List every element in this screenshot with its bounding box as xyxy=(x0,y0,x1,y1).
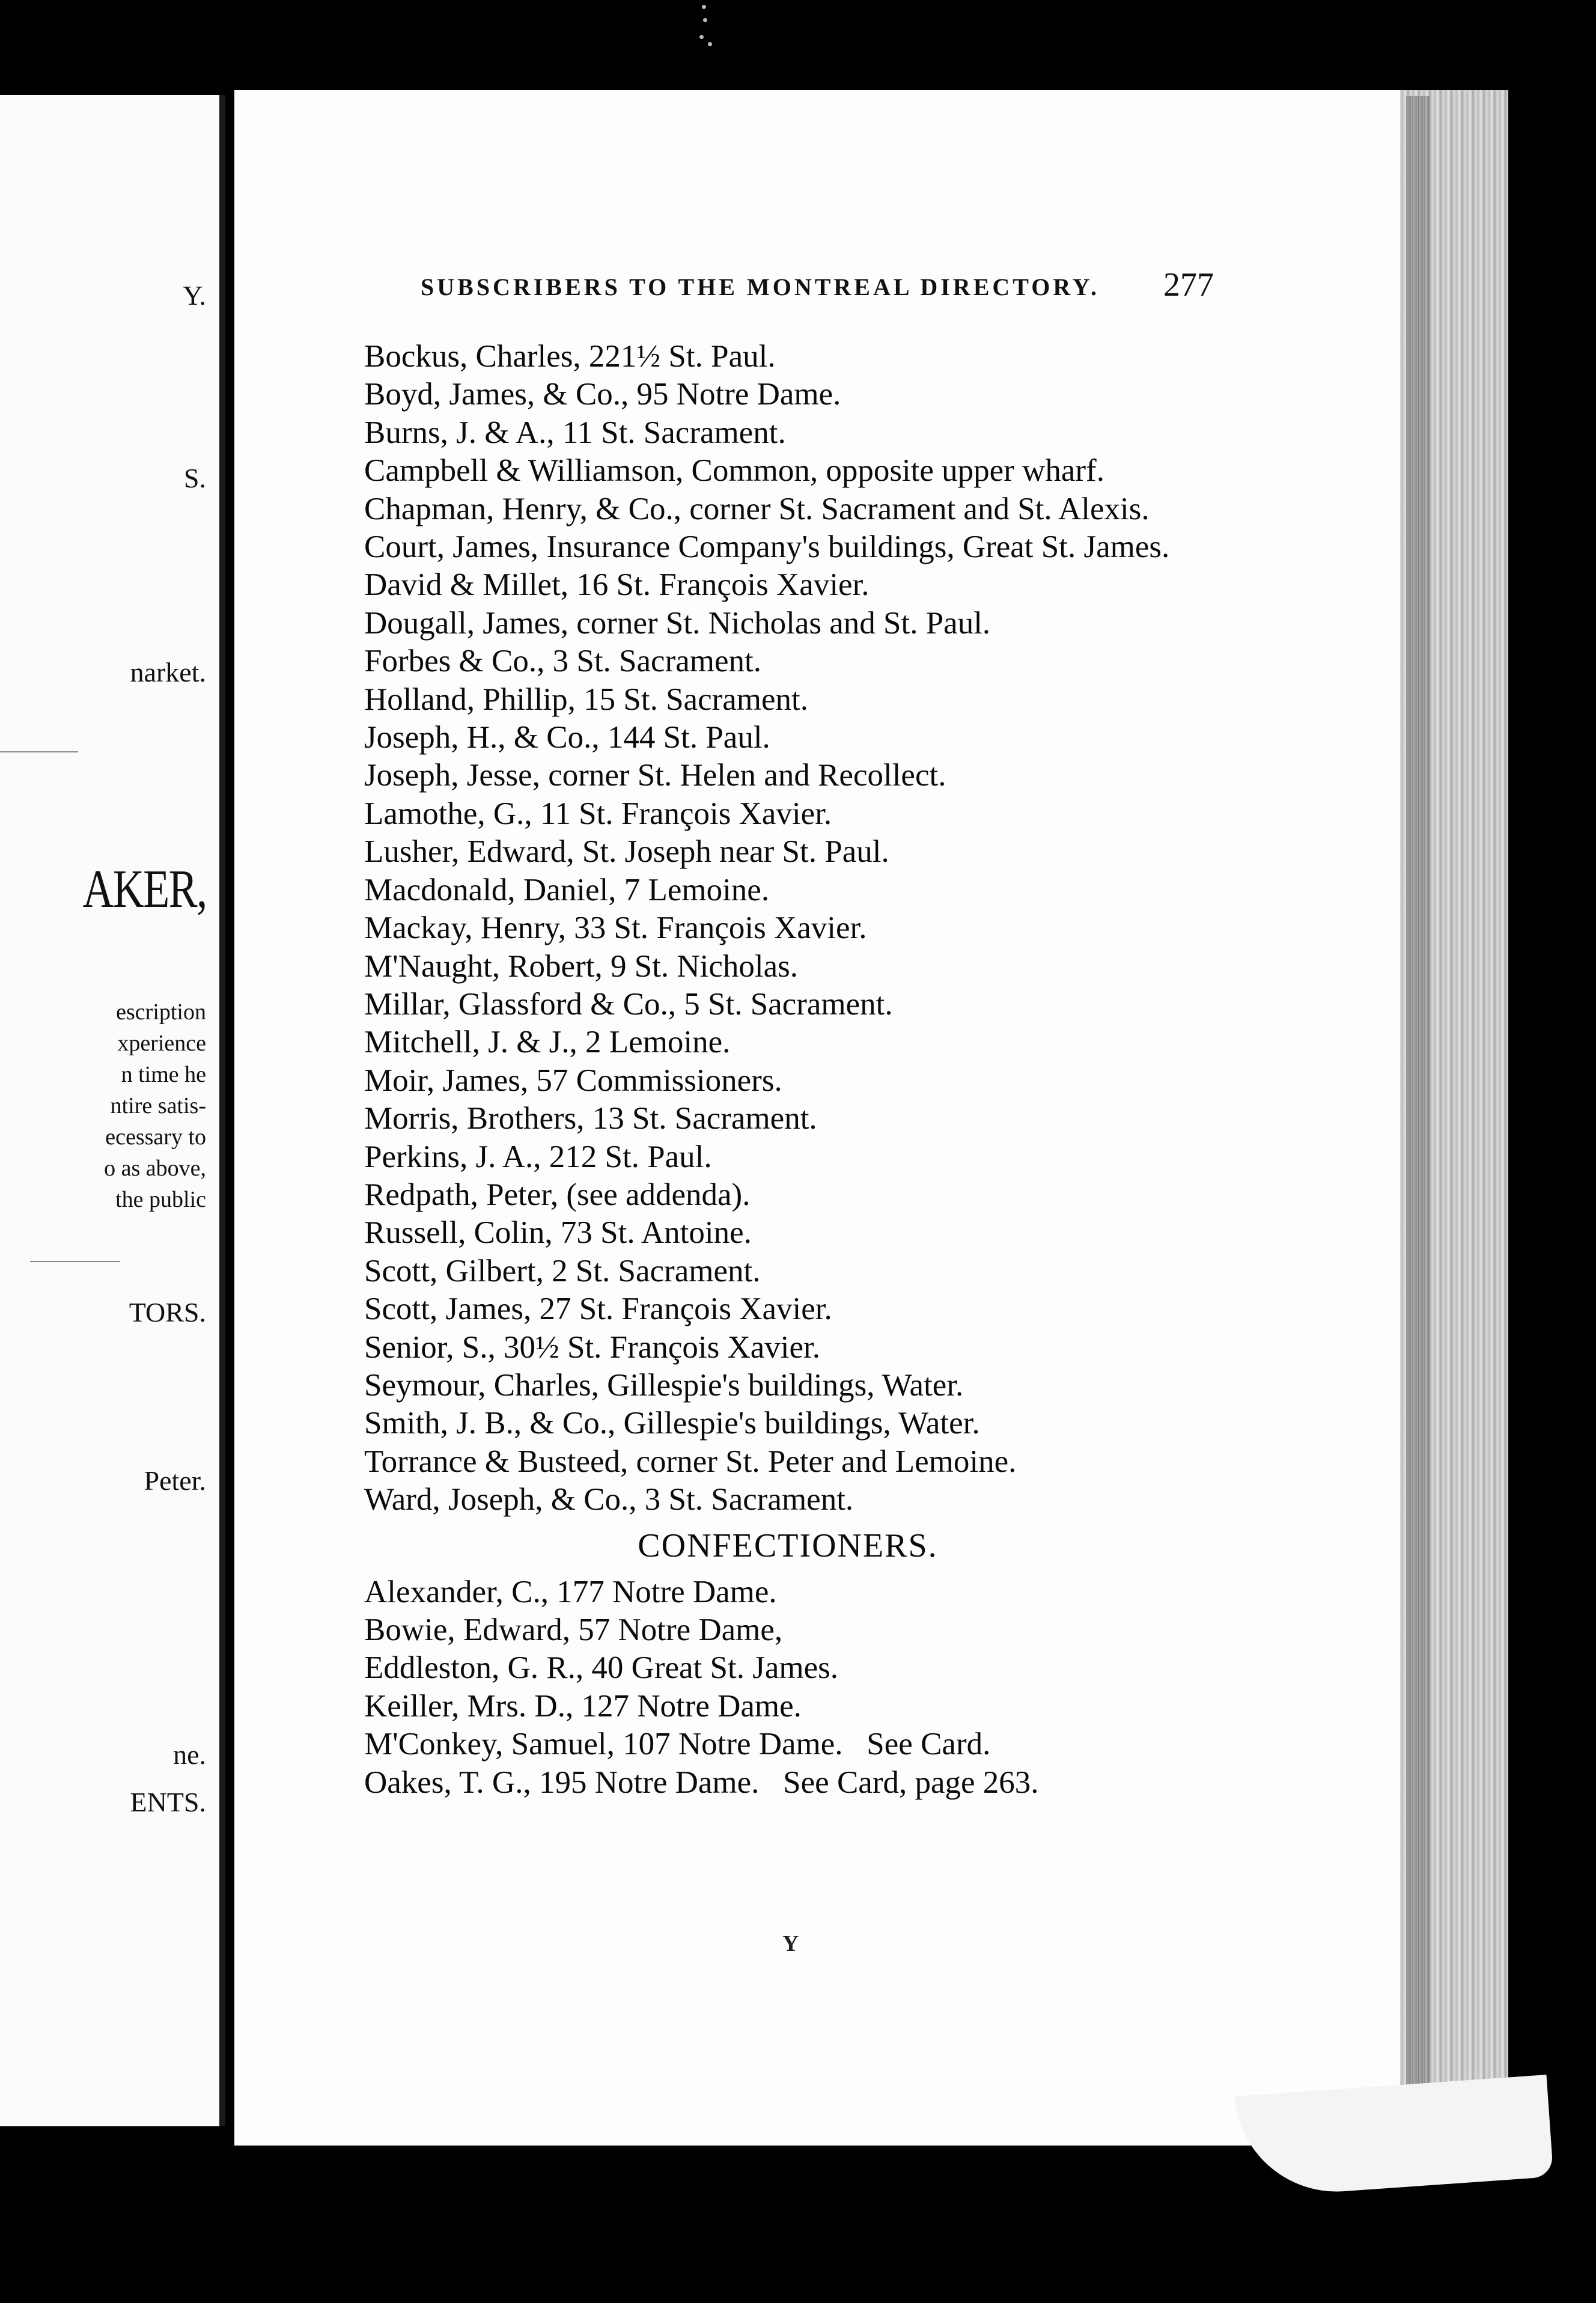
previous-page-fragment xyxy=(0,95,225,2126)
directory-entry: Joseph, Jesse, corner St. Helen and Recollect. xyxy=(364,758,946,793)
left-fragment: ENTS. xyxy=(130,1787,206,1817)
directory-entry: Scott, James, 27 St. François Xavier. xyxy=(364,1292,832,1327)
left-fragment: ntire satis- xyxy=(110,1093,206,1118)
left-fragment: narket. xyxy=(130,657,206,688)
left-rule xyxy=(30,1261,120,1262)
directory-entry: Campbell & Williamson, Common, opposite upper wharf. xyxy=(364,453,1104,489)
directory-entry: Redpath, Peter, (see addenda). xyxy=(364,1177,751,1212)
confectioner-entry: Alexander, C., 177 Notre Dame. xyxy=(364,1574,777,1609)
page-curl xyxy=(1235,2075,1554,2198)
subscriber-listing xyxy=(364,338,1211,1802)
directory-entry: Dougall, James, corner St. Nicholas and St. Paul. xyxy=(364,605,991,641)
directory-entry: Forbes & Co., 3 St. Sacrament. xyxy=(364,644,761,679)
directory-entry: Torrance & Busteed, corner St. Peter and Lemoine. xyxy=(364,1444,1017,1479)
directory-entry: Morris, Brothers, 13 St. Sacrament. xyxy=(364,1101,817,1136)
left-fragment: Y. xyxy=(183,280,206,311)
directory-entry: Millar, Glassford & Co., 5 St. Sacrament. xyxy=(364,986,893,1022)
directory-entry: Russell, Colin, 73 St. Antoine. xyxy=(364,1215,752,1251)
directory-entry: Smith, J. B., & Co., Gillespie's buildings, Water. xyxy=(364,1406,980,1441)
left-fragment: TORS. xyxy=(129,1297,206,1328)
left-fragment: o as above, xyxy=(104,1156,206,1181)
directory-entry: Mitchell, J. & J., 2 Lemoine. xyxy=(364,1025,731,1060)
directory-entry: Ward, Joseph, & Co., 3 St. Sacrament. xyxy=(364,1482,854,1518)
directory-entry: Court, James, Insurance Company's buildings, Great St. James. xyxy=(364,529,1170,565)
left-fragment: xperience xyxy=(117,1031,206,1056)
directory-entry: Lusher, Edward, St. Joseph near St. Paul. xyxy=(364,834,889,870)
directory-entry: Chapman, Henry, & Co., corner St. Sacrament and St. Alexis. xyxy=(364,491,1150,526)
left-fragment: ne. xyxy=(173,1739,206,1770)
left-fragment: ecessary to xyxy=(105,1124,206,1150)
top-specks xyxy=(691,0,715,54)
signature-mark: Y xyxy=(782,1931,799,1956)
left-fragment-large: AKER, xyxy=(82,859,206,919)
directory-entry: Boyd, James, & Co., 95 Notre Dame. xyxy=(364,377,841,412)
confectioner-entry: Bowie, Edward, 57 Notre Dame, xyxy=(364,1612,783,1647)
left-fragment: Peter. xyxy=(144,1465,206,1496)
directory-entry: Senior, S., 30½ St. François Xavier. xyxy=(364,1329,820,1365)
directory-entry: Holland, Phillip, 15 St. Sacrament. xyxy=(364,682,808,717)
left-fragment: the public xyxy=(115,1187,206,1212)
left-fragment: n time he xyxy=(121,1062,206,1087)
confectioner-entry: Eddleston, G. R., 40 Great St. James. xyxy=(364,1650,839,1686)
directory-entry: Scott, Gilbert, 2 St. Sacrament. xyxy=(364,1253,761,1289)
left-fragment: escription xyxy=(116,999,206,1025)
directory-entry: Bockus, Charles, 221½ St. Paul. xyxy=(364,339,776,374)
directory-entry: Perkins, J. A., 212 St. Paul. xyxy=(364,1139,712,1174)
directory-entry: Moir, James, 57 Commissioners. xyxy=(364,1063,782,1098)
directory-entry: Seymour, Charles, Gillespie's buildings, Water. xyxy=(364,1367,964,1403)
running-head xyxy=(421,266,1214,308)
directory-entry: M'Naught, Robert, 9 St. Nicholas. xyxy=(364,948,799,984)
page-edges-shadow xyxy=(1406,96,1430,2140)
confectioner-entry: M'Conkey, Samuel, 107 Notre Dame. See Card. xyxy=(364,1727,991,1762)
directory-entry: Burns, J. & A., 11 St. Sacrament. xyxy=(364,415,786,450)
directory-entry: Lamothe, G., 11 St. François Xavier. xyxy=(364,796,832,831)
section-heading-confectioners: CONFECTIONERS. xyxy=(638,1527,938,1564)
directory-entry: Mackay, Henry, 33 St. François Xavier. xyxy=(364,911,867,946)
directory-entry: David & Millet, 16 St. François Xavier. xyxy=(364,567,870,603)
left-fragment: S. xyxy=(183,463,206,493)
confectioner-entry: Keiller, Mrs. D., 127 Notre Dame. xyxy=(364,1688,802,1724)
running-head-title: SUBSCRIBERS TO THE MONTREAL DIRECTORY. xyxy=(421,273,1100,300)
directory-entry: Macdonald, Daniel, 7 Lemoine. xyxy=(364,872,770,907)
directory-entry: Joseph, H., & Co., 144 St. Paul. xyxy=(364,720,770,755)
confectioner-entry: Oakes, T. G., 195 Notre Dame. See Card, page 263. xyxy=(364,1765,1039,1800)
page-number: 277 xyxy=(1163,266,1214,304)
left-rule xyxy=(0,751,78,752)
